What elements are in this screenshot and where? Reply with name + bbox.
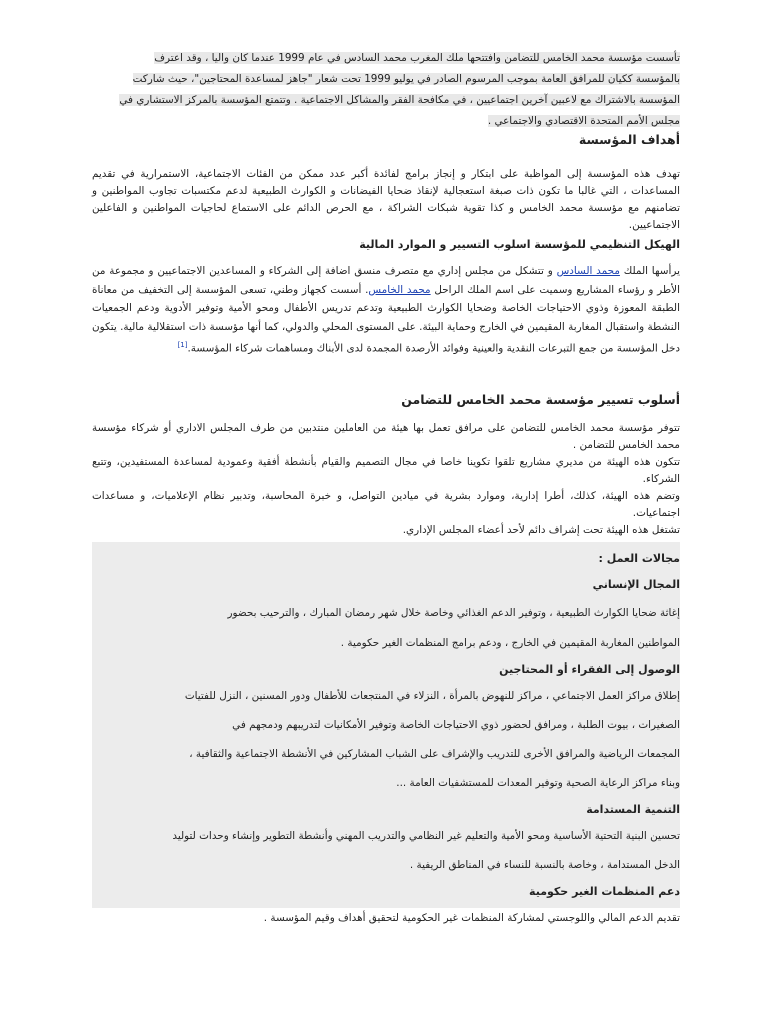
- intro-line: المؤسسة بالاشتراك مع لاعبين آخرين اجتماعيين ، في مكافحة الفقر والمشاكل الاجتماعية . وتتمتع المؤسسة بالمركز الاستشاري في: [119, 94, 680, 106]
- intro-line: بالمؤسسة ككيان للمرافق العامة بموجب المرسوم الصادر في يوليو 1999 تحت شعار "جاهز لمساعدة المحتاجين"، حيث شاركت: [132, 73, 680, 85]
- poor-line: إطلاق مراكز العمل الاجتماعي ، مراكز للنهوض بالمرأة ، النزلاء في المنتجعات للأطفال ودور المسنين ، النزل للفتيات: [184, 690, 680, 702]
- reference-link[interactable]: [1]: [177, 341, 188, 349]
- ngo-heading: دعم المنظمات الغير حكومية: [529, 885, 680, 898]
- management-text: تتكون هذه الهيئة من مديري مشاريع تلقوا تكوينا خاصا في مجال التصميم والقيام بأنشطة أفقية وعمودية لمساعدة المستفيدين، وتتبع الشركاء.: [92, 456, 680, 485]
- link-mohammed-v[interactable]: محمد الخامس: [368, 283, 431, 296]
- link-mohammed-vi[interactable]: محمد السادس: [556, 265, 620, 277]
- humanitarian-line: إغاثة ضحايا الكوارث الطبيعية ، وتوفير الدعم الغذائي وخاصة خلال شهر رمضان المبارك ، والترحيب بحضور: [227, 607, 680, 619]
- intro-line: مجلس الأمم المتحدة الاقتصادي والاجتماعي .: [487, 115, 680, 127]
- poor-heading: الوصول إلى الفقراء أو المحتاجين: [499, 663, 680, 676]
- development-heading: التنمية المستدامة: [586, 803, 680, 816]
- structure-section: [92, 238, 680, 358]
- management-text: تتوفر مؤسسة محمد الخامس للتضامن على مرافق تعمل بها هيئة من العاملين منتدبين من طرف المجلس الاداري أو شركاء مؤسسة محمد الخامس للتضامن .: [92, 422, 680, 451]
- goals-section: [92, 132, 680, 234]
- development-line: تحسين البنية التحتية الأساسية ومحو الأمية والتعليم غير النظامي والتدريب المهني وأنشطة التطوير وإنشاء وحدات لتوليد: [172, 830, 680, 842]
- management-text: وتضم هذه الهيئة، كذلك، أطرا إدارية، وموارد بشرية في ميادين التواصل، و خبرة المحاسبة، وتدبير نظام الإعلاميات، و مساعدات اجتماعيات.: [92, 490, 680, 519]
- fields-heading: مجالات العمل :: [598, 552, 680, 565]
- ngo-line: تقديم الدعم المالي واللوجستي لمشاركة المنظمات غير الحكومية لتحقيق أهداف وقيم المؤسسة .: [263, 912, 680, 924]
- goals-text: تهدف هذه المؤسسة إلى المواظبة على ابتكار و إنجاز برامج لفائدة أكبر عدد ممكن من الفئات الاجتماعية، الاستمرارية في تقديم المساعدات ، التي غالبا ما تكون ذات صبغة استعجالية لإنقاذ ضحايا الفيضانات و الكوارث الطبيعية لدعم مكتسبات تجاوب المواطنين و تضامنهم مع مؤسسة محمد الخامس و كذا تقوية شبكات الشراكة ، مع الحرص الدائم على الاستماع لحاجيات المواطنين و الفاعلين الاجتماعيين.: [92, 168, 680, 231]
- development-line: الدخل المستدامة ، وخاصة بالنسبة للنساء في المناطق الريفية .: [409, 859, 680, 871]
- management-text: تشتغل هذه الهيئة تحت إشراف دائم لأحد أعضاء المجلس الإداري.: [402, 524, 680, 536]
- fields-section: [92, 546, 680, 932]
- structure-text: يرأسها الملك محمد السادس و تتشكل من مجلس إداري مع متصرف منسق اضافة إلى الشركاء و المساعدين الاجتماعيين و مجموعة من الأطر و رؤساء المشاريع وسميت على اسم الملك الراحل محمد الخامس. أسست كجهاز وطني، تسعى المؤسسة إلى التخفيف من معاناة الطبقة المعوزة وذوي الاحتياجات الخاصة وضحايا الكوارث الطبيعية وتدعم تدريس الأطفال ومحو الأمية وتوفير الأدوية ودعم الجمعيات النشطة واستقبال المغاربة المقيمين في الخارج وحماية البيئة. على المستوى المحلي والدولي، كما أنها مؤسسة ذات استقلالية مالية. يتكون دخل المؤسسة من جمع التبرعات النقدية والعينية وفوائد الأرصدة المجمدة لدى الأبناك ومساهمات شركاء المؤسسة.[1]: [92, 265, 680, 355]
- structure-heading: الهيكل التنظيمي للمؤسسة اسلوب التسيير و الموارد المالية: [359, 238, 680, 251]
- humanitarian-heading: المجال الإنساني: [592, 578, 680, 591]
- poor-line: الصغيرات ، بيوت الطلبة ، ومرافق لحضور ذوي الاحتياجات الخاصة وتوفير الأمكانيات لتدريبهم ودمجهم في: [232, 719, 680, 731]
- intro-line: تأسست مؤسسة محمد الخامس للتضامن وافتتحها ملك المغرب محمد السادس في عام 1999 عندما كان واليا ، وقد اعترف: [154, 52, 680, 64]
- management-heading: أسلوب تسيير مؤسسة محمد الخامس للتضامن: [401, 392, 680, 407]
- poor-line: المجمعات الرياضية والمرافق الأخرى للتدريب والإشراف على الشباب المشاركين في الأنشطة الاجتماعية والثقافية ،: [189, 748, 680, 760]
- humanitarian-line: المواطنين المغاربة المقيمين في الخارج ، ودعم برامج المنظمات الغير حكومية .: [340, 637, 680, 649]
- intro-paragraph: [92, 48, 680, 132]
- management-section: [92, 388, 680, 539]
- poor-line: وبناء مراكز الرعاية الصحية وتوفير المعدات للمستشفيات العامة ...: [396, 777, 680, 789]
- goals-heading: أهداف المؤسسة: [578, 132, 680, 147]
